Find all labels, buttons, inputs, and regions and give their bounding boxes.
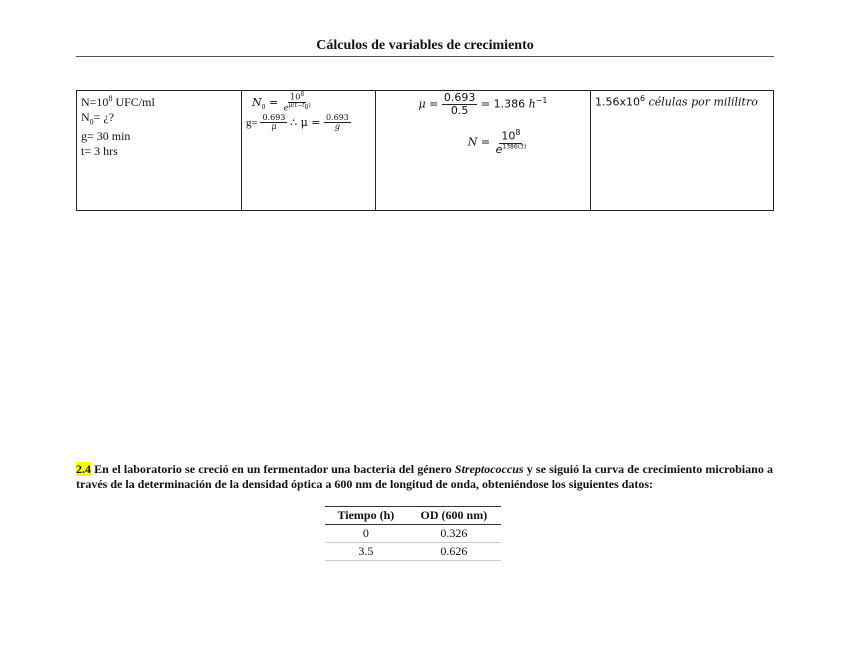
cell-od: 0.326 <box>407 525 501 543</box>
given-n0-subscript: 0 <box>89 116 94 126</box>
given-n0-symbol: N <box>81 109 90 124</box>
g-numerator: 0.693 <box>262 112 286 122</box>
header-od: OD (600 nm) <box>407 507 501 525</box>
n-calc-denominator-exponent: 1386(3) <box>502 143 527 151</box>
mu-calc-result: = 1.386 <box>477 97 529 111</box>
substitution-cell <box>376 91 591 211</box>
given-n-exponent: 8 <box>108 94 113 103</box>
bacteria-genus: Streptococcus <box>454 462 524 476</box>
section-title: Cálculos de variables de crecimiento <box>316 38 534 53</box>
n0-numerator: 10 <box>290 92 301 102</box>
n0-equals: = <box>265 95 282 109</box>
table-row <box>325 525 501 543</box>
n-calc-fraction <box>494 129 529 156</box>
mu-denominator: g <box>334 122 340 132</box>
given-n0 <box>81 110 237 130</box>
mu-calculation <box>380 92 586 117</box>
problem-text-part1: En el laboratorio se creció en un fermentador una bacteria del género <box>91 462 455 476</box>
mu-calc-denominator: 0.5 <box>450 104 469 118</box>
table-row <box>325 543 501 561</box>
result-cell <box>591 91 774 211</box>
mu-calc-lhs: μ = <box>418 97 442 111</box>
n0-denominator-exponent-close: ) <box>308 102 311 110</box>
mu-calc-fraction <box>442 92 478 117</box>
n0-denominator-base: e <box>283 104 289 114</box>
given-n0-value: = ¿? <box>93 109 115 124</box>
mu-fraction <box>324 114 351 133</box>
calculation-row <box>77 91 774 211</box>
n0-subscript: 0 <box>261 104 266 112</box>
n-calc-numerator: 10 <box>501 129 516 143</box>
calculation-table <box>76 90 774 211</box>
result-exponent: 6 <box>640 94 646 103</box>
mu-numerator: 0.693 <box>325 112 349 122</box>
n0-denominator-exponent-subscript: 0 <box>304 104 309 112</box>
g-fraction <box>260 114 287 133</box>
problem-statement <box>76 462 773 492</box>
header-time: Tiempo (h) <box>325 507 407 525</box>
given-data-cell <box>77 91 242 211</box>
n0-fraction <box>282 92 313 114</box>
mu-calc-unit-exponent: −1 <box>535 95 548 105</box>
mu-calc-unit: h <box>528 97 536 111</box>
n-calc-denominator-base: e <box>495 142 503 156</box>
data-header-row <box>325 507 501 525</box>
n-calculation <box>410 129 586 156</box>
cell-time: 3.5 <box>325 543 407 561</box>
mu-calc-numerator: 0.693 <box>443 91 476 104</box>
therefore-mu: ∴ μ = <box>290 115 324 129</box>
cell-time: 0 <box>325 525 407 543</box>
given-n-prefix: N=10 <box>81 95 109 109</box>
n-calc-lhs: N = <box>467 135 494 149</box>
result-number: 1.56x10 <box>595 95 640 109</box>
title-underline <box>76 56 774 57</box>
result-value <box>595 92 769 110</box>
n-calc-numerator-exponent: 8 <box>515 128 521 138</box>
g-mu-formula <box>246 114 371 133</box>
given-t: t= 3 hrs <box>81 143 118 158</box>
given-n <box>81 92 237 110</box>
given-n-unit: UFC/ml <box>112 95 155 109</box>
problem-number: 2.4 <box>76 462 91 476</box>
g-denominator: μ <box>271 122 277 132</box>
cell-od: 0.626 <box>407 543 501 561</box>
n0-symbol: N <box>252 95 262 109</box>
od-data-table <box>325 506 501 561</box>
given-g: g= 30 min <box>81 129 131 144</box>
n0-denominator-exponent: μ(t−t <box>288 102 305 110</box>
n0-numerator-exponent: 8 <box>300 91 305 98</box>
g-label: g= <box>246 116 258 129</box>
formula-cell <box>242 91 376 211</box>
result-unit-text: células por mililitro <box>645 95 758 109</box>
problem-text-part2: y se siguió la curva de crecimiento microbiano a través de la determinación de la densidad óptica a 600 nm de longitud de onda, obteniéndose los siguientes datos: <box>76 462 773 491</box>
